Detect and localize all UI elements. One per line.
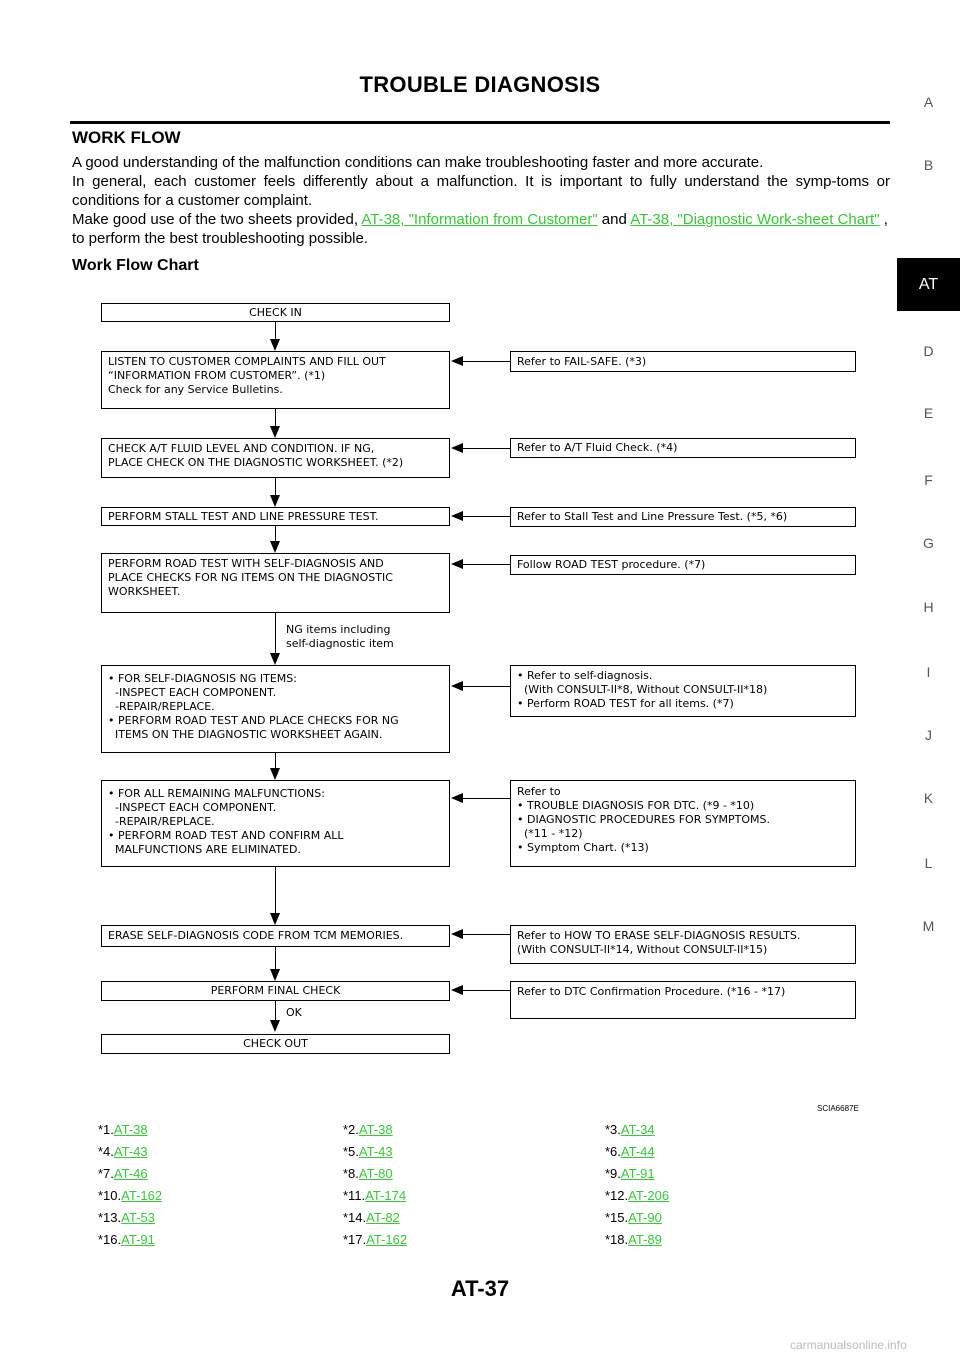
flow-arrow-left xyxy=(451,443,463,453)
flow-step-check-fluid: CHECK A/T FLUID LEVEL AND CONDITION. IF NG, PLACE CHECK ON THE DIAGNOSTIC WORKSHEET. (*2) xyxy=(101,438,450,478)
flow-connector xyxy=(275,321,276,341)
flow-connector xyxy=(275,1000,276,1022)
sidebar-letter-l[interactable]: L xyxy=(924,855,933,871)
flow-connector xyxy=(462,361,511,362)
ref-link[interactable]: AT-91 xyxy=(121,1232,155,1247)
ref-link[interactable]: AT-89 xyxy=(628,1232,662,1247)
ref-item: *10.AT-162 xyxy=(98,1188,163,1203)
ref-link[interactable]: AT-38 xyxy=(358,1122,393,1137)
flow-ref-dtc-diagnosis: Refer to • TROUBLE DIAGNOSIS FOR DTC. (*9 - *10) • DIAGNOSTIC PROCEDURES FOR SYMPTOMS. (*11 - *12) • Symptom Chart. (*13) xyxy=(510,780,856,867)
sidebar-letter-b[interactable]: B xyxy=(923,157,934,173)
sidebar-letter-h[interactable]: H xyxy=(923,599,934,615)
ref-item: *15.AT-90 xyxy=(605,1210,662,1225)
flow-ref-dtc-confirmation: Refer to DTC Confirmation Procedure. (*16 - *17) xyxy=(510,981,856,1019)
ref-link[interactable]: AT-34 xyxy=(620,1122,655,1137)
intro-paragraph: In general, each customer feels differently about a malfunction. It is important to fully understand the symp-toms or conditions for a customer complaint. xyxy=(72,173,890,209)
flow-connector xyxy=(275,408,276,428)
flow-note-ng-items: NG items including self-diagnostic item xyxy=(286,623,394,650)
sidebar-letter-k[interactable]: K xyxy=(923,790,934,806)
ref-item: *6.AT-44 xyxy=(605,1144,655,1159)
flow-connector xyxy=(462,990,511,991)
ref-item: *9.AT-91 xyxy=(605,1166,655,1181)
flow-arrow-left xyxy=(451,929,463,939)
flow-connector xyxy=(462,564,511,565)
flow-ref-erase-results: Refer to HOW TO ERASE SELF-DIAGNOSIS RESULTS. (With CONSULT-II*14, Without CONSULT-II*15) xyxy=(510,925,856,964)
ref-item: *1.AT-38 xyxy=(98,1122,148,1137)
ref-item: *8.AT-80 xyxy=(343,1166,393,1181)
flow-ref-self-diagnosis: • Refer to self-diagnosis. (With CONSULT-II*8, Without CONSULT-II*18) • Perform ROAD TEST for all items. (*7) xyxy=(510,665,856,717)
flow-ref-fluid-check: Refer to A/T Fluid Check. (*4) xyxy=(510,438,856,458)
flow-arrow-left xyxy=(451,511,463,521)
flow-arrow-left xyxy=(451,681,463,691)
flow-arrow-left xyxy=(451,985,463,995)
ref-item: *12.AT-206 xyxy=(605,1188,670,1203)
flow-step-check-in: CHECK IN xyxy=(101,303,450,322)
ref-item: *2.AT-38 xyxy=(343,1122,393,1137)
ref-item: *3.AT-34 xyxy=(605,1122,655,1137)
ref-link[interactable]: AT-53 xyxy=(121,1210,155,1225)
flow-arrow-down xyxy=(270,339,280,351)
flow-ref-stall-test: Refer to Stall Test and Line Pressure Test. (*5, *6) xyxy=(510,507,856,527)
ref-item: *7.AT-46 xyxy=(98,1166,148,1181)
ref-link[interactable]: AT-44 xyxy=(620,1144,655,1159)
ref-link[interactable]: AT-162 xyxy=(121,1188,163,1203)
section-title: WORK FLOW xyxy=(72,128,181,147)
flow-step-final-check: PERFORM FINAL CHECK xyxy=(101,981,450,1001)
ref-item: *16.AT-91 xyxy=(98,1232,155,1247)
sidebar-letter-f[interactable]: F xyxy=(924,472,933,488)
sidebar-letter-e[interactable]: E xyxy=(923,405,934,421)
flow-arrow-down xyxy=(270,426,280,438)
ref-link[interactable]: AT-46 xyxy=(113,1166,148,1181)
ref-item: *17.AT-162 xyxy=(343,1232,408,1247)
header-rule xyxy=(70,121,890,124)
flow-arrow-down xyxy=(270,768,280,780)
flow-arrow-down xyxy=(270,969,280,981)
flow-connector xyxy=(275,612,276,655)
ref-link[interactable]: AT-162 xyxy=(366,1232,408,1247)
intro-text xyxy=(72,153,890,248)
flow-connector xyxy=(275,477,276,497)
ref-link[interactable]: AT-91 xyxy=(620,1166,655,1181)
figure-code: SCIA6687E xyxy=(817,1104,859,1113)
flow-step-road-test: PERFORM ROAD TEST WITH SELF-DIAGNOSIS AND PLACE CHECKS FOR NG ITEMS ON THE DIAGNOSTIC WORKSHEET. xyxy=(101,553,450,613)
flow-ref-road-test: Follow ROAD TEST procedure. (*7) xyxy=(510,555,856,575)
info-from-customer-link[interactable]: AT-38, "Information from Customer" xyxy=(361,211,598,228)
flow-arrow-left xyxy=(451,793,463,803)
sidebar-letter-m[interactable]: M xyxy=(922,918,935,934)
flow-ref-fail-safe: Refer to FAIL-SAFE. (*3) xyxy=(510,351,856,372)
ref-link[interactable]: AT-206 xyxy=(628,1188,670,1203)
flow-connector xyxy=(275,866,276,915)
flow-connector xyxy=(462,686,511,687)
page-number: AT-37 xyxy=(450,1276,510,1301)
page-header-title: TROUBLE DIAGNOSIS xyxy=(359,72,601,97)
sidebar-letter-a[interactable]: A xyxy=(923,94,934,110)
flow-step-listen-customer: LISTEN TO CUSTOMER COMPLAINTS AND FILL OUT “INFORMATION FROM CUSTOMER”. (*1) Check for any Service Bulletins. xyxy=(101,351,450,409)
flow-arrow-down xyxy=(270,541,280,553)
ref-link[interactable]: AT-82 xyxy=(366,1210,400,1225)
flow-arrow-down xyxy=(270,913,280,925)
ref-link[interactable]: AT-38 xyxy=(113,1122,148,1137)
sidebar-letter-d[interactable]: D xyxy=(923,343,934,359)
diagnostic-worksheet-link[interactable]: AT-38, "Diagnostic Work-sheet Chart" xyxy=(630,211,880,228)
sidebar-letter-at[interactable]: AT xyxy=(897,258,960,311)
flow-connector xyxy=(275,946,276,971)
intro-paragraph: A good understanding of the malfunction conditions can make troubleshooting faster and more accurate. xyxy=(72,154,764,171)
ref-link[interactable]: AT-43 xyxy=(113,1144,148,1159)
flow-step-stall-test: PERFORM STALL TEST AND LINE PRESSURE TEST. xyxy=(101,507,450,526)
flow-arrow-down xyxy=(270,1020,280,1032)
flow-connector xyxy=(462,934,511,935)
ref-item: *13.AT-53 xyxy=(98,1210,155,1225)
flow-arrow-left xyxy=(451,356,463,366)
sidebar-letter-j[interactable]: J xyxy=(925,727,932,743)
ref-item: *4.AT-43 xyxy=(98,1144,148,1159)
ref-link[interactable]: AT-80 xyxy=(358,1166,393,1181)
ref-link[interactable]: AT-43 xyxy=(358,1144,393,1159)
flow-note-ok: OK xyxy=(286,1006,302,1019)
sidebar-letter-i[interactable]: I xyxy=(926,664,931,680)
sidebar-letter-g[interactable]: G xyxy=(923,535,934,551)
ref-item: *18.AT-89 xyxy=(605,1232,662,1247)
flow-step-check-out: CHECK OUT xyxy=(101,1034,450,1054)
flow-connector xyxy=(462,798,511,799)
ref-item: *5.AT-43 xyxy=(343,1144,393,1159)
flow-connector xyxy=(462,448,511,449)
flow-arrow-down xyxy=(270,495,280,507)
ref-link[interactable]: AT-174 xyxy=(365,1188,407,1203)
flow-arrow-left xyxy=(451,559,463,569)
watermark: carmanualsonline.info xyxy=(790,1338,907,1352)
intro-paragraph: Make good use of the two sheets provided, AT-38, "Information from Customer" and AT-38, "Diagnostic Work-sheet Chart" , to perform the best troubleshooting possible. xyxy=(72,211,888,247)
ref-item: *14.AT-82 xyxy=(343,1210,400,1225)
flow-connector xyxy=(462,516,511,517)
subsection-title: Work Flow Chart xyxy=(72,257,199,274)
ref-link[interactable]: AT-90 xyxy=(628,1210,662,1225)
flow-step-erase-codes: ERASE SELF-DIAGNOSIS CODE FROM TCM MEMORIES. xyxy=(101,925,450,947)
ref-item: *11.AT-174 xyxy=(343,1188,407,1203)
flow-step-remaining-malfunctions: • FOR ALL REMAINING MALFUNCTIONS: -INSPECT EACH COMPONENT. -REPAIR/REPLACE. • PERFORM ROAD TEST AND CONFIRM ALL MALFUNCTIONS ARE ELIMINATED. xyxy=(101,780,450,867)
flow-step-self-diagnosis-ng: • FOR SELF-DIAGNOSIS NG ITEMS: -INSPECT EACH COMPONENT. -REPAIR/REPLACE. • PERFORM ROAD TEST AND PLACE CHECKS FOR NG ITEMS ON THE DIAGNOSTIC WORKSHEET AGAIN. xyxy=(101,665,450,753)
flow-arrow-down xyxy=(270,653,280,665)
